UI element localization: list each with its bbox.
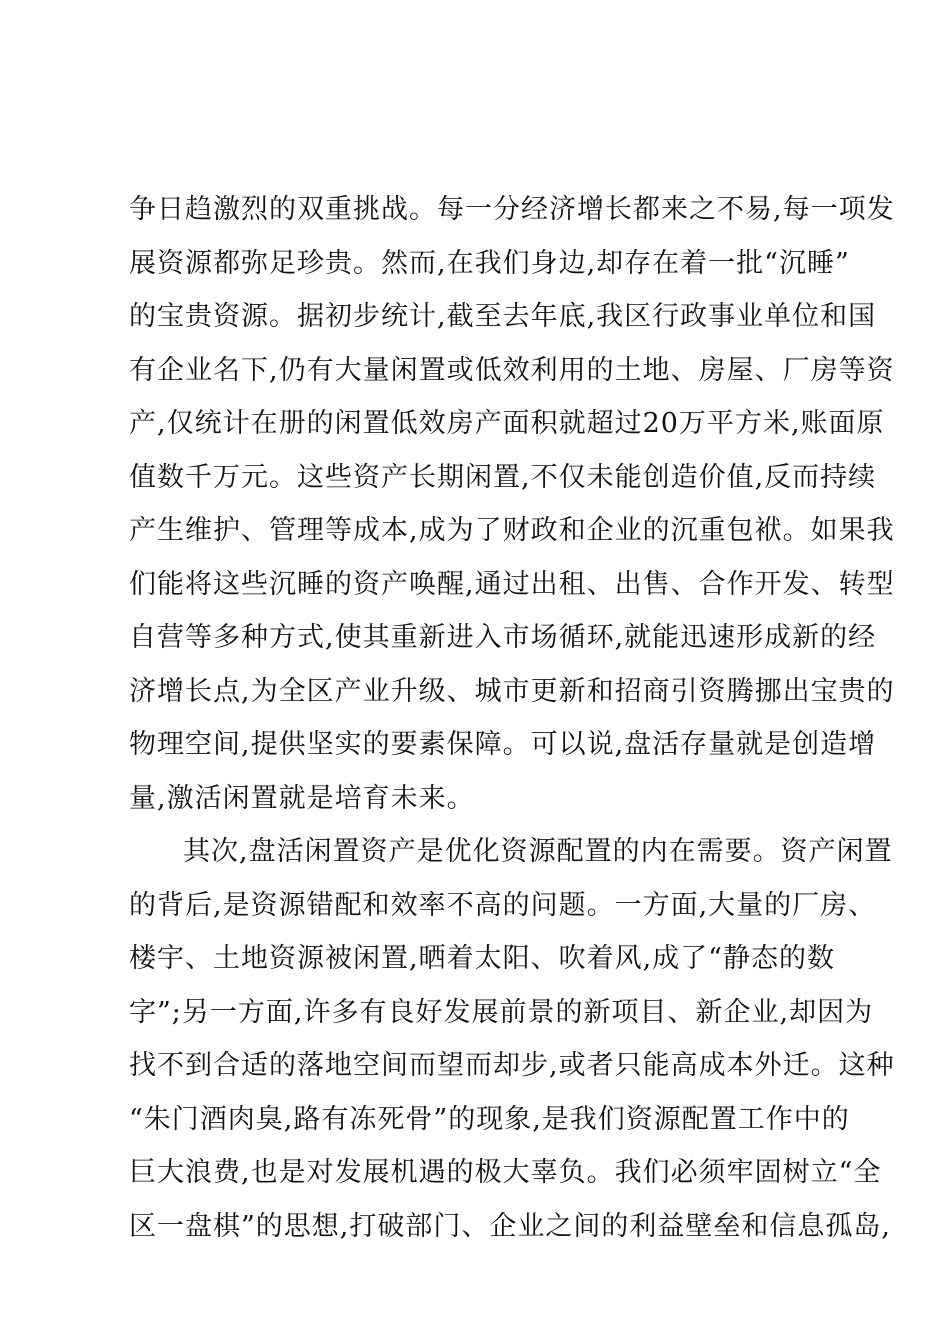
text-line: 展资源都弥足珍贵。然而,在我们身边,却存在着一批“沉睡”: [129, 247, 850, 279]
text-line: 字”;另一方面,许多有良好发展前景的新项目、新企业,却因为: [129, 996, 874, 1028]
text-line: 楼宇、土地资源被闲置,晒着太阳、吹着风,成了“静态的数: [129, 943, 835, 974]
text-line: 争日趋激烈的双重挑战。每一分经济增长都来之不易,每一项发: [129, 194, 895, 225]
text-line: 区一盘棋”的思想,打破部门、企业之间的利益壁垒和信息孤岛,: [129, 1210, 891, 1242]
text-line: 的背后,是资源错配和效率不高的问题。一方面,大量的厂房、: [129, 889, 877, 921]
text-line: 巨大浪费,也是对发展机遇的极大辜负。我们必须牢固树立“全: [129, 1157, 882, 1188]
text-line: 有企业名下,仍有大量闲置或低效利用的土地、房屋、厂房等资: [129, 354, 895, 386]
text-line: 物理空间,提供坚实的要素保障。可以说,盘活存量就是创造增: [129, 729, 877, 760]
text-line: 找不到合适的落地空间而望而却步,或者只能高成本外迁。这种: [129, 1050, 895, 1081]
text-line: 自营等多种方式,使其重新进入市场循环,就能迅速形成新的经: [129, 622, 877, 653]
text-line: 产,仅统计在册的闲置低效房产面积就超过20万平方米,账面原: [129, 408, 885, 439]
text-line: 济增长点,为全区产业升级、城市更新和招商引资腾挪出宝贵的: [129, 675, 895, 707]
text-line: 们能将这些沉睡的资产唤醒,通过出租、出售、合作开发、转型: [129, 568, 895, 600]
text-line: “朱门酒肉臭,路有冻死骨”的现象,是我们资源配置工作中的: [129, 1103, 850, 1135]
text-line: 值数千万元。这些资产长期闲置,不仅未能创造价值,反而持续: [129, 461, 877, 493]
body-text: [129, 183, 895, 1253]
text-line: 量,激活闲置就是培育未来。: [129, 782, 475, 814]
paragraph-first-line: 其次,盘活闲置资产是优化资源配置的内在需要。资产闲置: [183, 836, 893, 867]
text-line: 的宝贵资源。据初步统计,截至去年底,我区行政事业单位和国: [129, 301, 877, 332]
text-line: 产生维护、管理等成本,成为了财政和企业的沉重包袱。如果我: [129, 515, 895, 546]
